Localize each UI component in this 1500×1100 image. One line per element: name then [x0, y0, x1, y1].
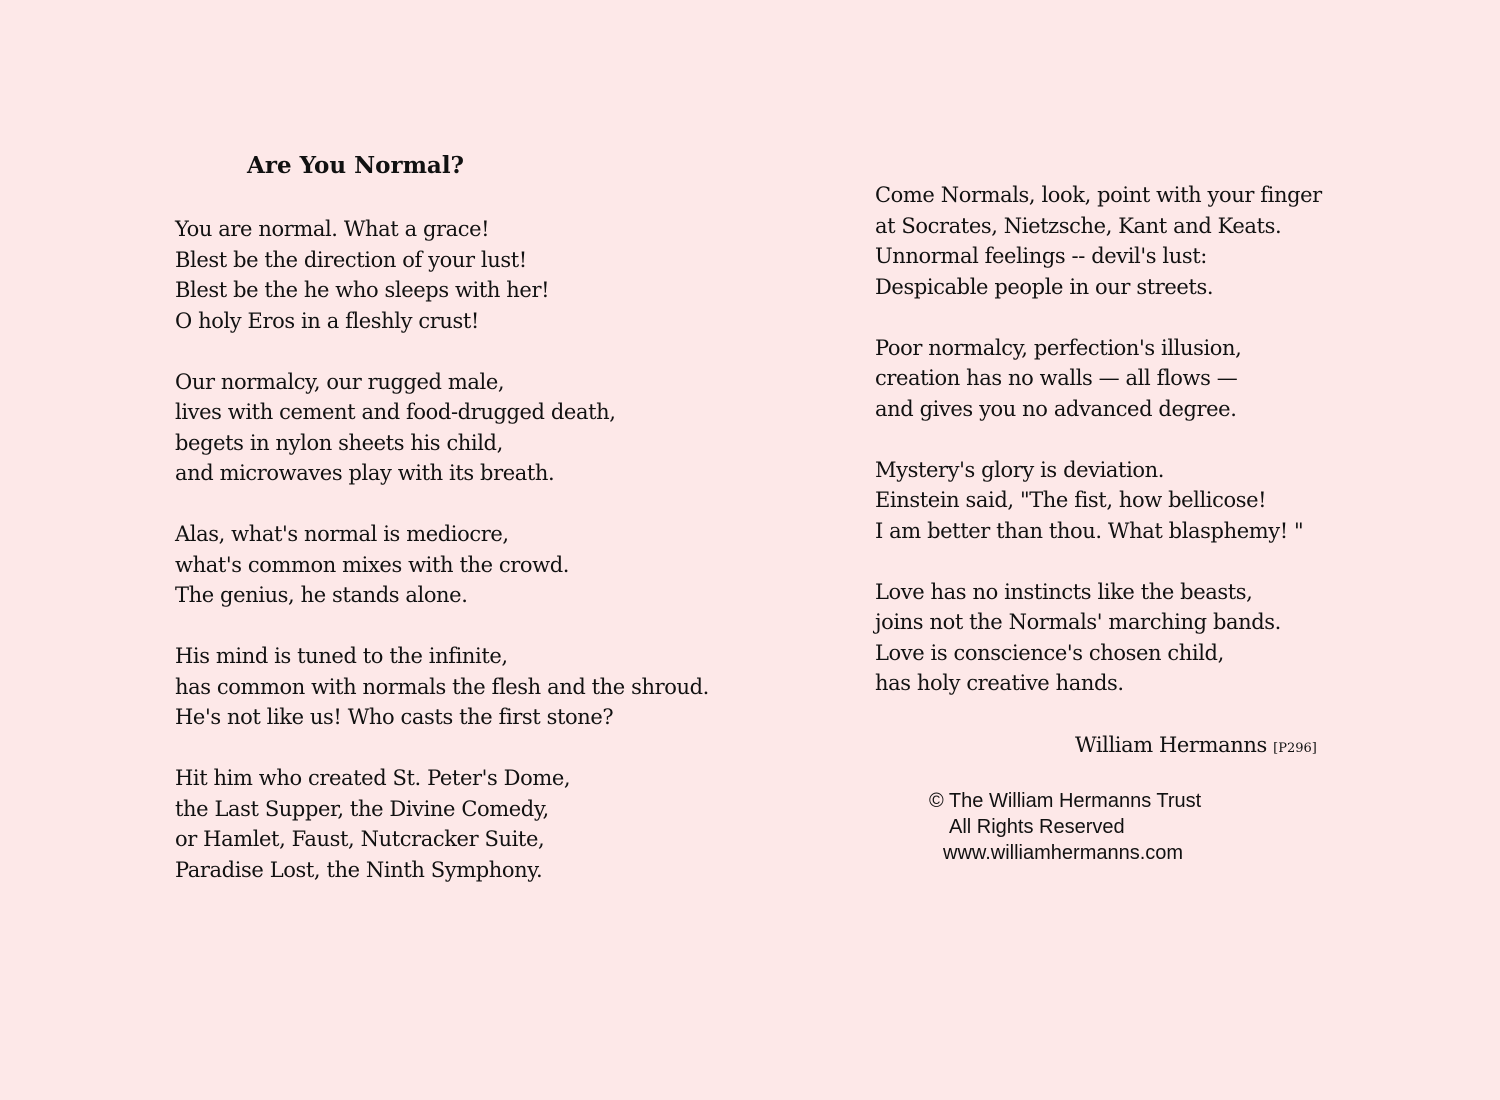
author-name: William Hermanns [1075, 733, 1267, 757]
poem-line: Alas, what's normal is mediocre, [175, 522, 509, 546]
poem-line: lives with cement and food-drugged death, [175, 400, 616, 424]
stanza [875, 180, 1322, 302]
poem-line: His mind is tuned to the infinite, [175, 644, 508, 668]
poem-line: and gives you no advanced degree. [875, 396, 1237, 421]
website-link[interactable]: www.williamhermanns.com [943, 842, 1184, 864]
poem-line: I am better than thou. What blasphemy! " [875, 518, 1304, 543]
stanza [175, 214, 709, 336]
author-signature [1075, 730, 1317, 764]
poem-reference: [P296] [1273, 741, 1317, 756]
stanza [175, 519, 709, 611]
poem-line: has holy creative hands. [875, 671, 1124, 695]
poem-line: Unnormal feelings -- devil's lust: [875, 244, 1207, 268]
stanza [875, 455, 1322, 547]
poem-line: and microwaves play with its breath. [175, 461, 555, 485]
poem-line: Hit him who created St. Peter's Dome, [175, 766, 571, 790]
poem-line: Love has no instincts like the beasts, [875, 579, 1253, 604]
poem-line: Paradise Lost, the Ninth Symphony. [175, 857, 543, 882]
poem-left-column [175, 214, 709, 916]
stanza [175, 367, 709, 489]
poem-line: Despicable people in our streets. [875, 274, 1214, 299]
poem-line: Mystery's glory is deviation. [875, 457, 1165, 482]
poem-line: Love is conscience's chosen child, [875, 640, 1224, 665]
poem-right-column [875, 180, 1322, 729]
poem-line: joins not the Normals' marching bands. [875, 610, 1281, 634]
poem-line: Poor normalcy, perfection's illusion, [875, 335, 1242, 360]
poem-line: Blest be the he who sleeps with her! [175, 278, 550, 302]
poem-line: Einstein said, "The fist, how bellicose! [875, 488, 1267, 512]
poem-line: what's common mixes with the crowd. [175, 552, 570, 577]
stanza [875, 577, 1322, 699]
stanza [175, 641, 709, 733]
poem-line: the Last Supper, the Divine Comedy, [175, 796, 549, 821]
rights-reserved-line: All Rights Reserved [949, 816, 1125, 838]
poem-line: O holy Eros in a fleshly crust! [175, 308, 479, 333]
poem-line: Come Normals, look, point with your finger [875, 183, 1322, 207]
copyright-line: © The William Hermanns Trust [929, 790, 1202, 812]
poem-line: You are normal. What a grace! [175, 217, 490, 241]
poem-line: at Socrates, Nietzsche, Kant and Keats. [875, 213, 1282, 238]
poem-line: Blest be the direction of your lust! [175, 247, 527, 272]
poem-line: begets in nylon sheets his child, [175, 430, 503, 455]
poem-line: Our normalcy, our rugged male, [175, 369, 505, 394]
poem-line: or Hamlet, Faust, Nutcracker Suite, [175, 827, 545, 851]
poem-line: has common with normals the flesh and the shroud. [175, 674, 709, 699]
poem-line: He's not like us! Who casts the first stone? [175, 705, 614, 729]
stanza [175, 763, 709, 885]
poem-title: Are You Normal? [247, 152, 465, 179]
poem-line: The genius, he stands alone. [175, 583, 468, 607]
stanza [875, 333, 1322, 425]
poem-line: creation has no walls — all flows — [875, 366, 1238, 390]
